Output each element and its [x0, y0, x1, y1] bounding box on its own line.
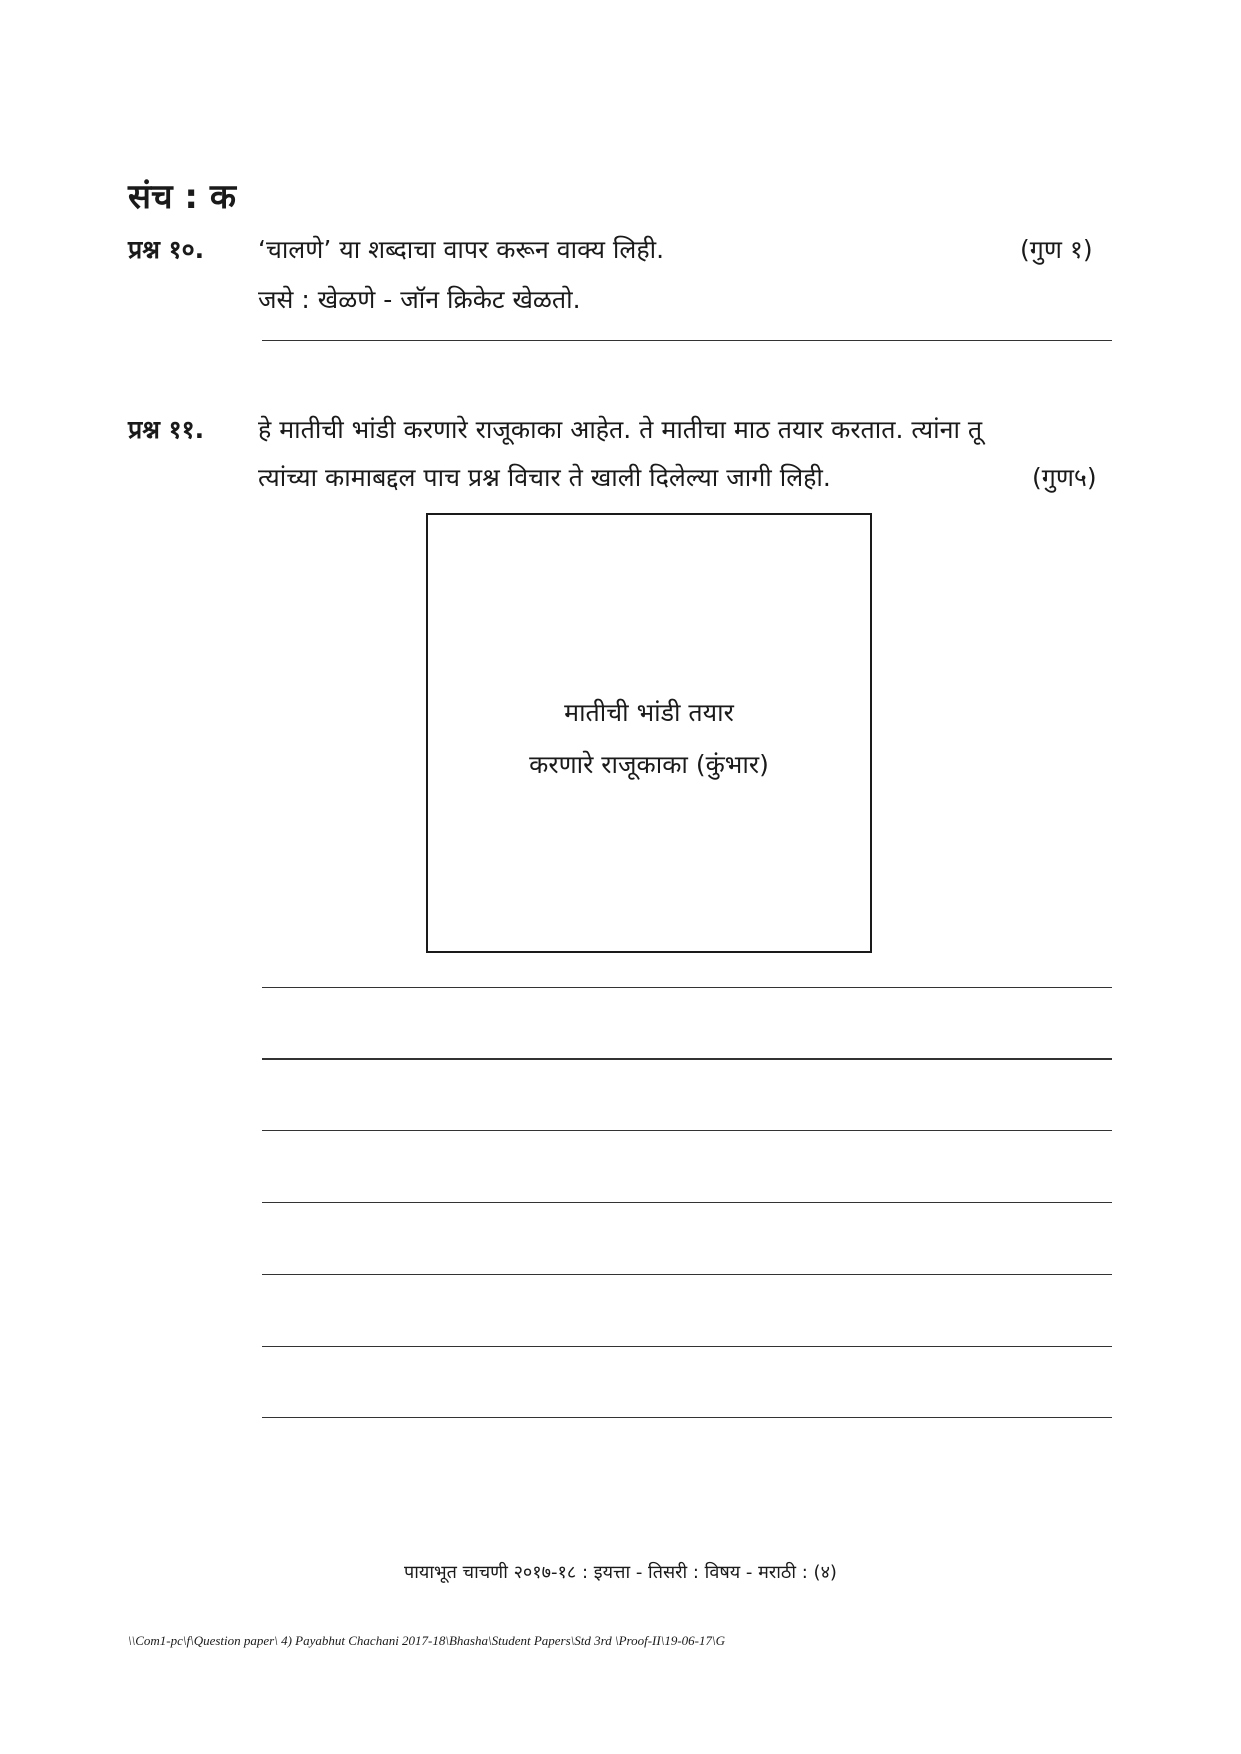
answer-line[interactable]: [262, 1130, 1112, 1131]
set-title: संच : क: [128, 177, 236, 217]
example-line: जसे : खेळणे - जॉन क्रिकेट खेळतो.: [258, 285, 581, 314]
answer-line[interactable]: [262, 987, 1112, 988]
picture-box: [426, 513, 872, 953]
answer-line[interactable]: [262, 1058, 1112, 1060]
question-number: प्रश्न ११.: [128, 415, 205, 444]
answer-line[interactable]: [262, 1202, 1112, 1203]
question-marks: (गुण५): [1032, 463, 1097, 492]
file-path: \\Com1-pc\f\Question paper\ 4) Payabhut Chachani 2017-18\Bhasha\Student Papers\Std 3rd \Proof-II\19-06-17\G: [128, 1633, 725, 1648]
picture-caption: [428, 687, 870, 791]
caption-line: करणारे राजूकाका (कुंभार): [529, 750, 769, 779]
caption-line: मातीची भांडी तयार: [564, 698, 734, 727]
page-footer: पायाभूत चाचणी २०१७-१८ : इयत्ता - तिसरी : विषय - मराठी : (४): [404, 1562, 837, 1583]
question-text-line: हे मातीची भांडी करणारे राजूकाका आहेत. ते मातीचा माठ तयार करतात. त्यांना तू: [258, 415, 983, 444]
question-number: प्रश्न १०.: [128, 235, 205, 264]
answer-line[interactable]: [262, 1417, 1112, 1418]
answer-line[interactable]: [262, 1274, 1112, 1275]
question-marks: (गुण १): [1020, 235, 1093, 264]
answer-line[interactable]: [262, 340, 1112, 341]
question-text-line: ‘चालणे’ या शब्दाचा वापर करून वाक्य लिही.: [258, 235, 665, 264]
question-text-line: त्यांच्या कामाबद्दल पाच प्रश्न विचार ते खाली दिलेल्या जागी लिही.: [258, 463, 831, 492]
answer-line[interactable]: [262, 1346, 1112, 1347]
